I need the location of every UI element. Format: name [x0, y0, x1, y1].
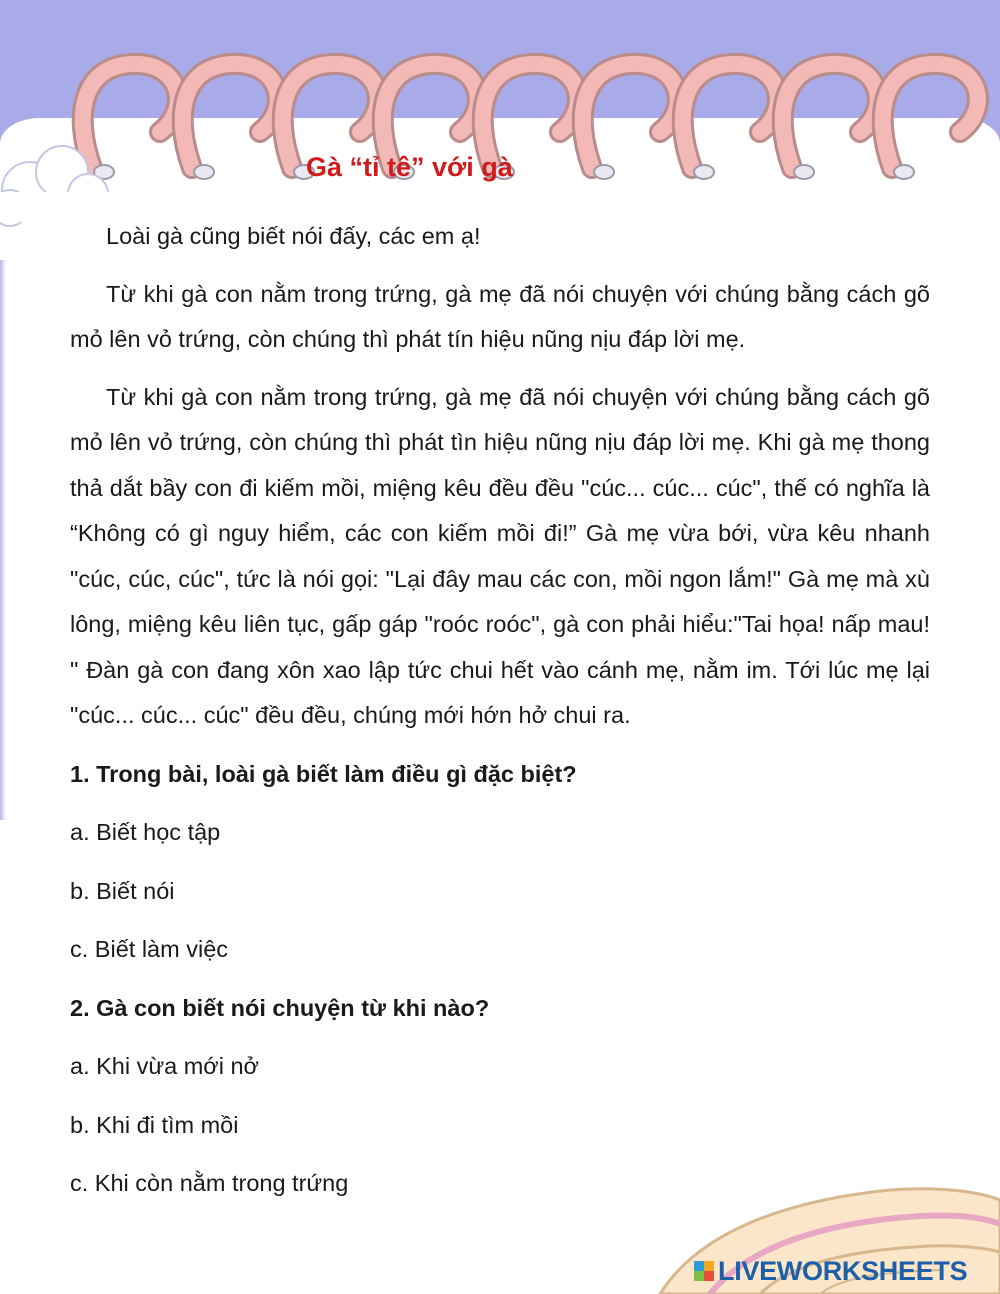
passage-paragraph-1: Từ khi gà con nằm trong trứng, gà mẹ đã nói chuyện với chúng bằng cách gõ mỏ lên vỏ trứng, còn chúng thì phát tín hiệu nũng nịu đáp lời mẹ.	[70, 280, 930, 352]
passage-intro: Loài gà cũng biết nói đấy, các em ạ!	[106, 223, 481, 249]
worksheet-body	[70, 214, 930, 1220]
spiral-ring-icon	[183, 64, 278, 179]
liveworksheets-logo-text: LIVEWORKSHEETS	[718, 1255, 968, 1286]
spiral-ring-icon	[583, 64, 678, 179]
liveworksheets-mark-icon	[694, 1261, 714, 1281]
question-2-option-b[interactable]: b. Khi đi tìm mồi	[70, 1111, 239, 1138]
question-2-option-c[interactable]: c. Khi còn nằm trong trứng	[70, 1170, 349, 1196]
question-1-option-c[interactable]: c. Biết làm việc	[70, 936, 229, 962]
worksheet-title: Gà “tỉ tê” với gà	[306, 152, 513, 182]
spiral-ring-icon	[883, 64, 978, 179]
liveworksheets-logo	[694, 1256, 967, 1286]
question-1-option-b[interactable]: b. Biết nói	[70, 877, 175, 904]
spiral-ring-icon	[683, 64, 778, 179]
passage-paragraph-2: Từ khi gà con nằm trong trứng, gà mẹ đã nói chuyện với chúng bằng cách gõ mỏ lên vỏ trứng, còn chúng thì phát tìn hiệu nũng nịu đáp lời mẹ. Khi gà mẹ thong thả dắt bầy con đi kiếm mồi, miệng kêu đều đều "cúc... cúc... cúc", thế có nghĩa là “Không có gì nguy hiểm, các con kiếm mồi đi!” Gà mẹ vừa bới, vừa kêu nhanh "cúc, cúc, cúc", tức là nói gọi: "Lại đây mau các con, mồi ngon lắm!" Gà mẹ mà xù lông, miệng kêu liên tục, gấp gáp "roóc roóc", gà con phải hiểu:"Tai họa! nấp mau! " Đàn gà con đang xôn xao lập tức chui hết vào cánh mẹ, nằm im. Tới lúc mẹ lại "cúc... cúc... cúc" đều đều, chúng mới hớn hở chui ra.	[70, 383, 930, 728]
question-1-option-a[interactable]: a. Biết học tập	[70, 819, 221, 845]
page-left-shadow	[0, 260, 6, 820]
question-1: 1. Trong bài, loài gà biết làm điều gì đặc biệt?	[70, 760, 577, 787]
spiral-ring-icon	[783, 64, 878, 179]
question-2: 2. Gà con biết nói chuyện từ khi nào?	[70, 994, 490, 1021]
question-2-option-a[interactable]: a. Khi vừa mới nở	[70, 1053, 259, 1079]
